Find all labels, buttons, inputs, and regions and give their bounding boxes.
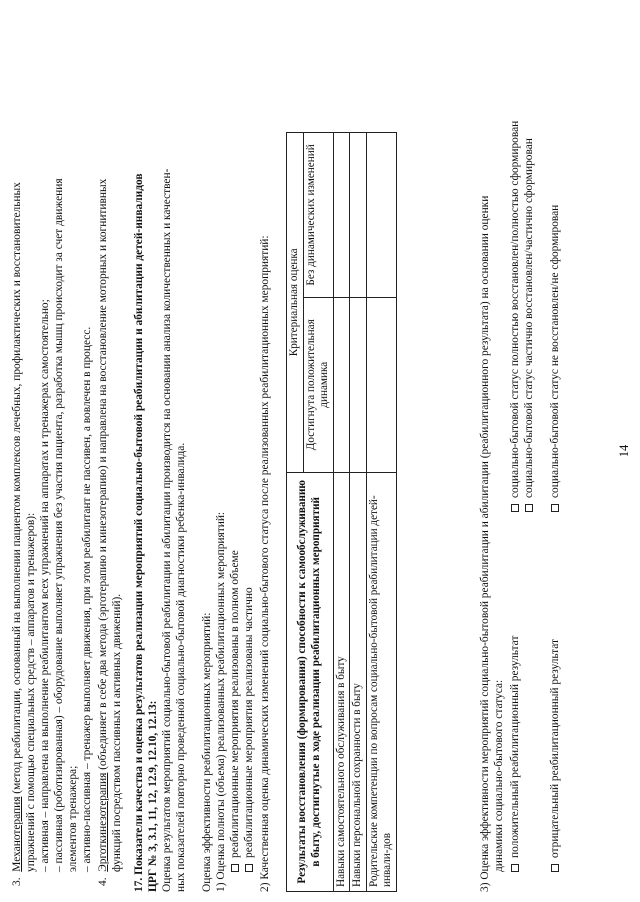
item3-line-1: упражнений с помощью специальных средств – аппаратов и тренажеров): bbox=[25, 512, 37, 872]
section17-intro-line2: ных показателей повторно проведенной социально-бытовой диагностики ребенка-инвалида. bbox=[175, 442, 187, 892]
item4-line-0: (объединяет в себе два метода (эрготерапию и кинезотерапию) и направлена на восстановление моторных и когнитивных bbox=[97, 178, 109, 773]
table-header-results: Результаты восстановления (формирования) способности к самообслуживанию в быту, достигнутые в ходе реализации реабилитационных мероприятий bbox=[287, 472, 334, 891]
item3-term: Механотерапия bbox=[11, 796, 23, 872]
item3-line-2: – активная – направлена на выполнение реабилитантом всех упражнений на аппаратах и тренажерах самостоятельно; bbox=[39, 299, 51, 872]
item3-number: 3. bbox=[11, 877, 23, 886]
table-cell-positive[interactable] bbox=[333, 297, 350, 472]
item4-term: Эрготкинезотерапия bbox=[97, 772, 109, 872]
positive-result-label: положительный реабилитационный результат bbox=[509, 635, 521, 858]
effectiveness-title: Оценка эффективности реабилитационных мероприятий: bbox=[201, 612, 213, 892]
table-cell-no-change[interactable] bbox=[366, 133, 396, 298]
table-row-label: Навыки персональной сохранности в быту bbox=[350, 472, 367, 891]
item4-line1 bbox=[96, 179, 110, 886]
checkbox-not-restored[interactable] bbox=[551, 504, 559, 512]
section17-title-line1: 17. Показатели качества и оценка результатов реализации мероприятий социально-бытовой реабилитации и абилитации детей-инвалидов bbox=[133, 173, 145, 892]
item3-line1 bbox=[10, 182, 24, 886]
item4-number: 4. bbox=[97, 877, 109, 886]
item3-line-3: – пассивная (роботизированная) – оборудование выполняет упражнения без участия пациента, разработка мышц происходит за счет движения bbox=[53, 178, 65, 872]
point3-line1: 3) Оценка эффективности мероприятий социально-бытовой реабилитации и абилитации (реабилитационного результата) на основании оценки bbox=[479, 195, 491, 892]
positive-option2-label: социально-бытовой статус частично восстановлен/частично сформирован bbox=[523, 138, 535, 498]
point1-title: 1) Оценка полноты (объема) реализованных реабилитационных мероприятий: bbox=[215, 511, 227, 892]
checkbox-negative-result[interactable] bbox=[551, 864, 559, 872]
point1-option2-label: реабилитационные мероприятия реализованы частично bbox=[243, 587, 255, 858]
negative-result bbox=[548, 639, 562, 872]
checkbox-positive-result[interactable] bbox=[511, 864, 519, 872]
positive-option2 bbox=[522, 138, 536, 512]
point3-line2: динамики социально-бытового статуса: bbox=[493, 679, 505, 872]
table-cell-positive[interactable] bbox=[350, 297, 367, 472]
checkbox-partial-volume[interactable] bbox=[245, 864, 253, 872]
table-header-criteria: Критериальная оценка bbox=[287, 133, 304, 473]
positive-result bbox=[508, 636, 522, 872]
item4-line-1: функций посредством пассивных и активных движений). bbox=[111, 593, 123, 872]
section17-title-line2: ЦРГ № 3, 3.1, 11, 12, 12.9, 12.10, 12.13: bbox=[147, 700, 159, 892]
table-cell-no-change[interactable] bbox=[333, 133, 350, 298]
negative-option1 bbox=[548, 205, 562, 512]
checkbox-partially-restored[interactable] bbox=[525, 504, 533, 512]
table-row-label: Родительские компетенции по вопросам социально-бытовой реабилитации детей-инвали-дов bbox=[366, 472, 396, 891]
checkbox-fully-restored[interactable] bbox=[511, 504, 519, 512]
results-table bbox=[286, 132, 397, 892]
table-row bbox=[350, 133, 367, 892]
negative-option1-label: социально-бытовой статус не восстановлен/не сформирован bbox=[549, 204, 561, 498]
table-cell-positive[interactable] bbox=[366, 297, 396, 472]
item3-line-0: (метод реабилитации, основанный на выполнении пациентом комплексов лечебных, профилактических и восстановительных bbox=[11, 182, 23, 797]
point1-option1 bbox=[228, 550, 242, 872]
item3-line-5: – активно-пассивная – тренажер выполняет движения, при этом реабилитант не пассивен, а вовлечен в процесс. bbox=[81, 326, 93, 872]
positive-option1 bbox=[508, 121, 522, 512]
positive-option1-label: социально-бытовой статус полностью восстановлен/полностью сформирован bbox=[509, 120, 521, 498]
table-cell-no-change[interactable] bbox=[350, 133, 367, 298]
item3-line-4: элементов тренажера; bbox=[67, 765, 79, 872]
table-row bbox=[333, 133, 350, 892]
point1-option2 bbox=[242, 587, 256, 872]
point1-option1-label: реабилитационные мероприятия реализованы в полном объеме bbox=[229, 550, 241, 858]
negative-result-label: отрицательный реабилитационный результат bbox=[549, 638, 561, 858]
table-row bbox=[366, 133, 396, 892]
table-header-no-change: Без динамических изменений bbox=[303, 133, 333, 298]
section17-intro-line1: Оценка результатов мероприятий социально-бытовой реабилитации и абилитации производится на основании анализа количественных и качествен- bbox=[161, 168, 173, 892]
page-number: 14 bbox=[617, 444, 631, 458]
point2-title: 2) Качественная оценка динамических изменений социально-бытового статуса после реализованных реабилитационных мероприятий: bbox=[259, 235, 271, 892]
table-row-label: Навыки самостоятельного обслуживания в быту bbox=[333, 472, 350, 891]
table-header-row-1 bbox=[287, 133, 304, 892]
checkbox-full-volume[interactable] bbox=[231, 864, 239, 872]
table-header-positive: Достигнута положительная динамика bbox=[303, 297, 333, 472]
